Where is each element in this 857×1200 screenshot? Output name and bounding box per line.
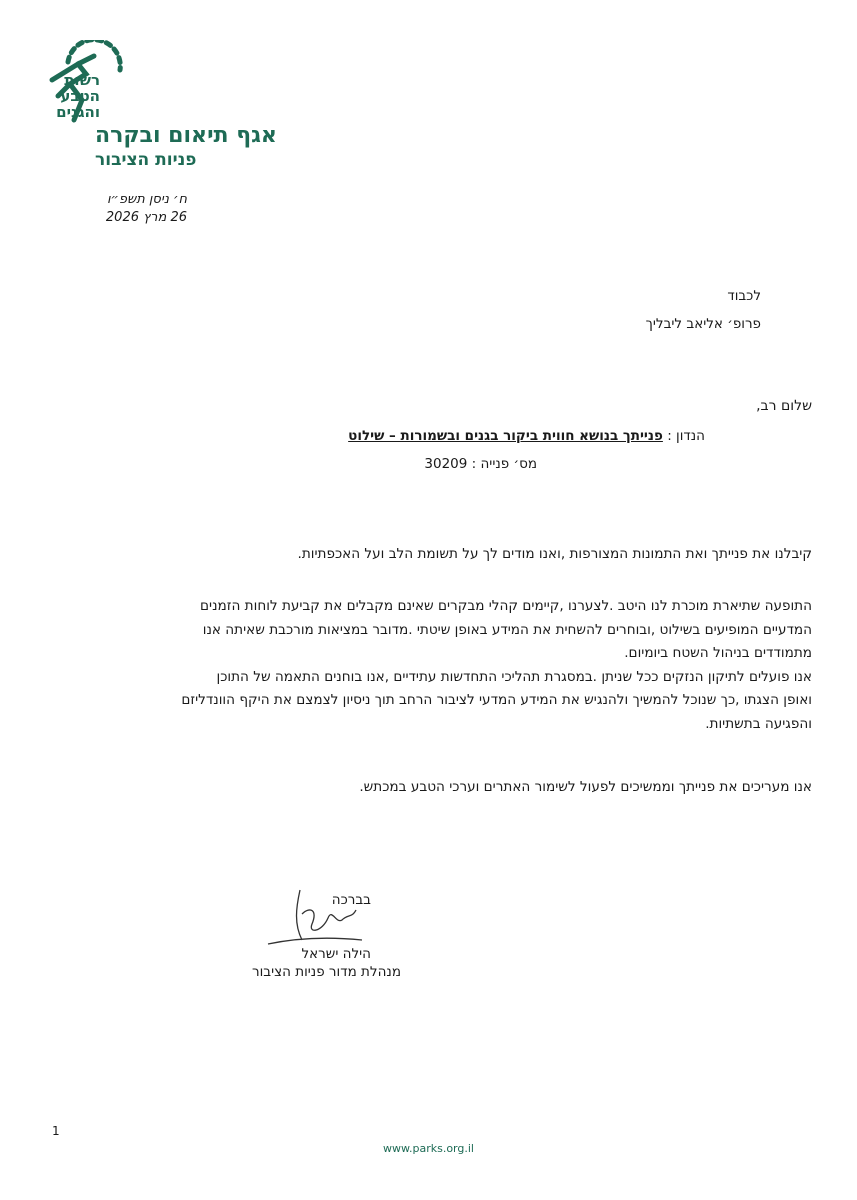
- signature-salutation: בברכה: [331, 892, 371, 908]
- main-paragraph: [52, 595, 812, 736]
- department-title: אגף תיאום ובקרה: [95, 123, 277, 148]
- closing-paragraph: אנו מעריכים את פנייתך וממשיכים לפעול לשימור האתרים וערכי הטבע במכתש.: [359, 779, 812, 795]
- signatory-name: הילה ישראל: [301, 946, 371, 962]
- hebrew-date: ח׳ ניסן תשפ״ו: [106, 192, 187, 207]
- greeting: שלום רב,: [756, 398, 812, 414]
- org-name-line: רשות: [64, 71, 100, 89]
- footer-url[interactable]: www.parks.org.il: [383, 1142, 474, 1155]
- organization-name: [20, 72, 100, 120]
- recipient-honorific: לכבוד: [727, 288, 761, 304]
- paragraph-line: המדעיים המופיעים בשילוט ,ובוחרים להשחית את המידע באופן שיטתי .מדובר במציאות מורכבת שאיתה אנו: [202, 621, 812, 638]
- subject-prefix: הנדון :: [667, 428, 705, 444]
- subject-line: [348, 426, 705, 446]
- signatory-role: מנהלת מדור פניות הציבור: [251, 964, 401, 980]
- subject-title: פנייתך בנושא חווית ביקור בגנים ובשמורות – שילוט: [348, 428, 663, 444]
- intro-paragraph: קיבלנו את פנייתך ואת התמונות המצורפות ,ואנו מודים לך על תשומת הלב ועל האכפתיות.: [297, 546, 812, 562]
- gregorian-date: 26 מרץ 2026: [105, 210, 187, 225]
- paragraph-line: התופעה שתיארת מוכרת לנו היטב .לצערנו ,קיימים קהלי מבקרים שאינם מקבלים את קביעת לוחות הזמנים: [200, 598, 812, 614]
- paragraph-line: אנו פועלים לתיקון הנזקים ככל שניתן .במסגרת תהליכי התחדשות עתידיים ,אנו בוחנים התאמה של התוכן: [216, 668, 812, 685]
- org-name-line: הטבע: [60, 87, 100, 105]
- page-number: 1: [52, 1124, 60, 1138]
- paragraph-line: והפגיעה בתשתיות.: [705, 715, 812, 732]
- paragraph-line: ואופן הצגתו ,כך שנוכל להמשיך ולהנגיש את המידע המדעי לציבור הרחב תוך ניסיון לצמצם את היקף הוונדליזם: [181, 692, 812, 708]
- recipient-name: פרופ׳ אליאב ליבליך: [645, 316, 761, 332]
- reference-number: מס׳ פנייה : 30209: [424, 456, 537, 472]
- sub-department-title: פניות הציבור: [95, 150, 197, 170]
- org-name-line: והגנים: [56, 103, 100, 121]
- paragraph-line: מתמודדים בניהול השטח ביומיום.: [624, 645, 812, 661]
